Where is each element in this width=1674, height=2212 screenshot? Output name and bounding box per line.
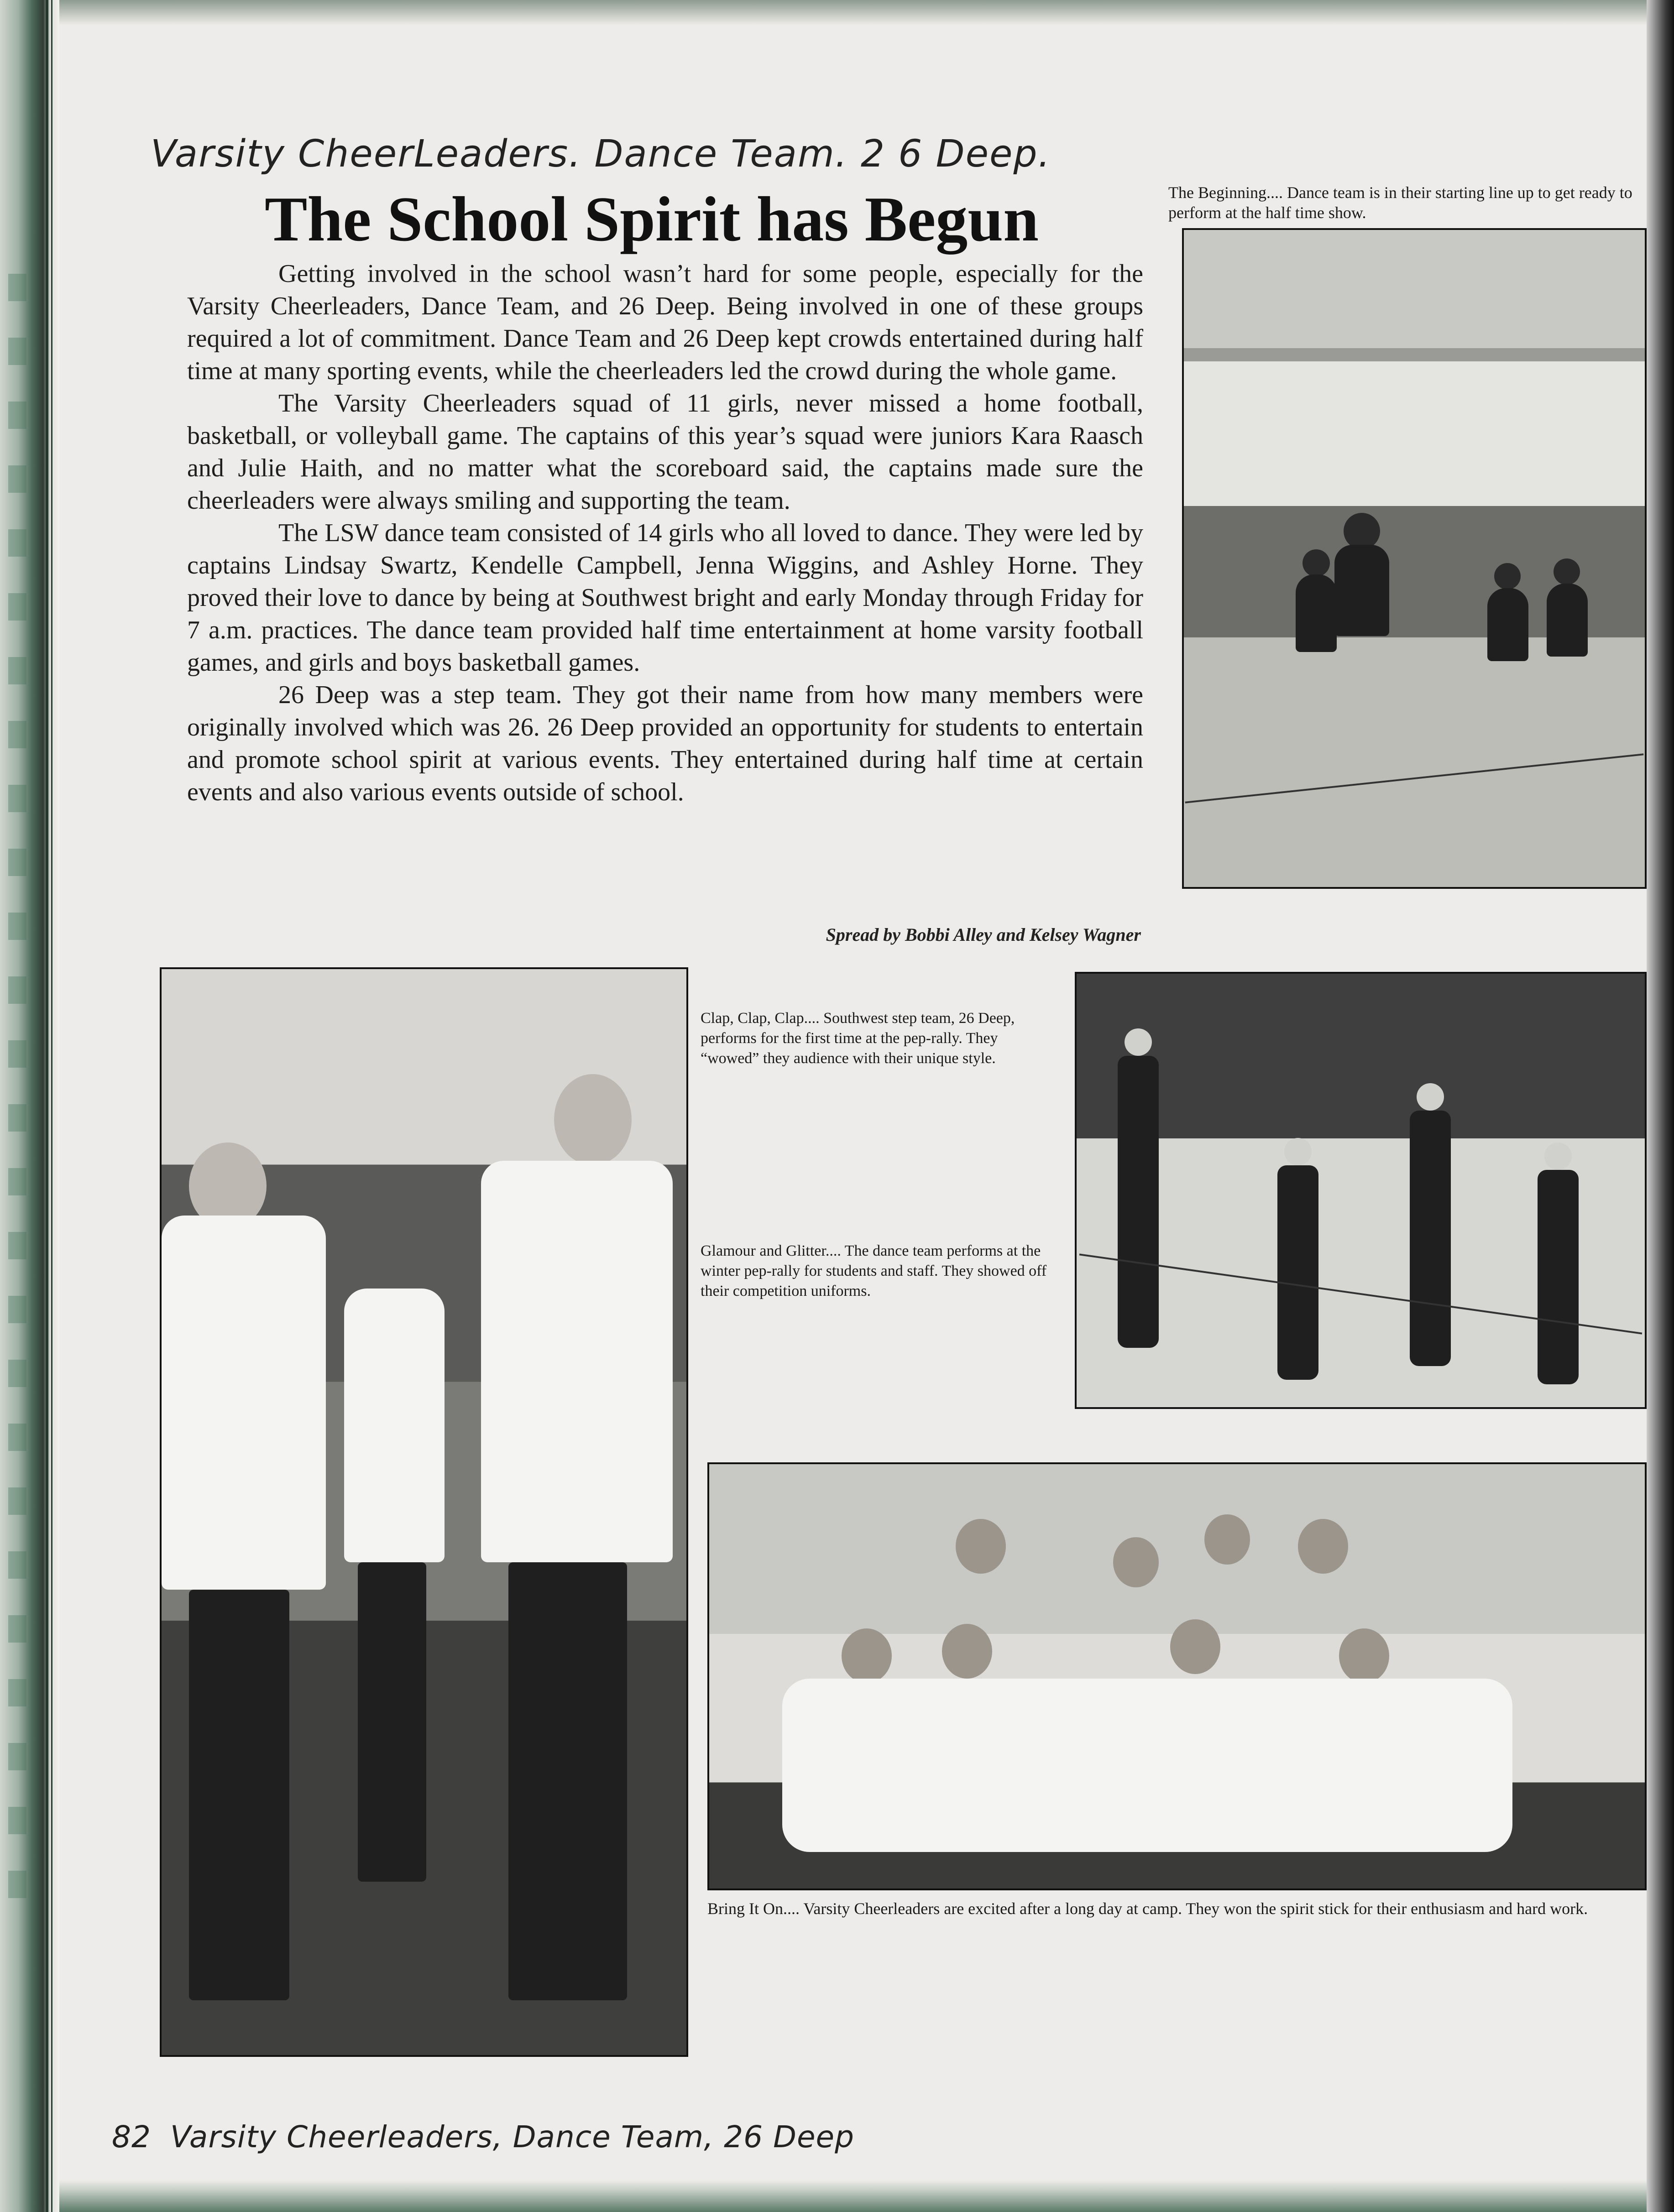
- figure-head: [1344, 513, 1380, 549]
- figure-legs: [189, 1590, 289, 2000]
- figure-body: [1547, 584, 1588, 657]
- figure-head: [1544, 1143, 1572, 1170]
- figure-head: [956, 1519, 1006, 1574]
- figure-head: [842, 1628, 892, 1683]
- figure-head: [1284, 1138, 1312, 1165]
- caption-glamour: Glamour and Glitter.... The dance team performs at the winter pep-rally for students and staff. They showed off their competition uniforms.: [701, 1242, 1047, 1299]
- spread-credit: Spread by Bobbi Alley and Kelsey Wagner: [826, 924, 1141, 945]
- page-top-edge: [59, 0, 1647, 25]
- figure-head: [1125, 1028, 1152, 1056]
- group-body: [782, 1679, 1512, 1852]
- photo-step-team: [160, 967, 688, 2057]
- figure-body: [1118, 1056, 1159, 1348]
- photo-cheer-line-up: [1182, 228, 1647, 889]
- figure-head: [1204, 1514, 1250, 1565]
- figure-body: [1296, 574, 1337, 652]
- page-bottom-edge: [59, 2180, 1647, 2212]
- figure-head: [1554, 558, 1580, 585]
- figure-head: [1170, 1619, 1220, 1674]
- figure-head: [1339, 1628, 1389, 1683]
- figure-legs: [358, 1562, 426, 1882]
- body-paragraph: The LSW dance team consisted of 14 girls who all loved to dance. They were led by captains Lindsay Swartz, Kendelle Campbell, Jenna Wiggins, and Ashley Horne. They proved their love to dance by being at Southwest bright and early Monday through Friday for 7 a.m. practices. The dance team provided half time entertainment at home varsity football games, and girls and boys basketball games.: [187, 519, 1143, 677]
- photo-cheer-camp: [707, 1462, 1647, 1890]
- page-footer: [112, 2119, 855, 2155]
- figure-body: [1538, 1170, 1579, 1384]
- figure-body: [1410, 1111, 1451, 1366]
- figure-head: [1494, 563, 1521, 590]
- figure-body: [1334, 545, 1389, 636]
- body-paragraph: 26 Deep was a step team. They got their name from how many members were originally involved which was 26. 26 Deep provided an opportunity for students to entertain and promote school spirit at various events. They entertained during half time at certain events and also various events outside of school.: [187, 681, 1143, 806]
- figure-body: [344, 1289, 445, 1562]
- figure-head: [1113, 1537, 1159, 1587]
- figure-head: [1417, 1083, 1444, 1111]
- figure-body: [1487, 588, 1528, 661]
- figure-head: [942, 1624, 992, 1679]
- body-paragraph: The Varsity Cheerleaders squad of 11 girls, never missed a home football, basketball, or volleyball game. The captains of this year’s squad were juniors Kara Raasch and Julie Haith, and no matter what the scoreboard said, the captains made sure the cheerleaders were always smiling and supporting the team.: [187, 389, 1143, 515]
- page-number: 82: [112, 2119, 151, 2155]
- figure-head: [1303, 549, 1330, 577]
- caption-beginning: The Beginning.... Dance team is in their starting line up to get ready to perform at the half time show.: [1168, 183, 1632, 222]
- caption-clap: Clap, Clap, Clap.... Southwest step team, 26 Deep, performs for the first time at the pep-rally. They “wowed” they audience with their unique style.: [701, 1010, 1015, 1067]
- caption-bring-it-on: Bring It On.... Varsity Cheerleaders are excited after a long day at camp. They won the spirit stick for their enthusiasm and hard work.: [707, 1899, 1588, 1918]
- article-body: [187, 258, 1143, 809]
- page-right-edge: [1647, 0, 1674, 2212]
- photo-dance-team: [1075, 972, 1647, 1409]
- spine-rule: [51, 0, 52, 2212]
- body-paragraph: Getting involved in the school wasn’t hard for some people, especially for the Varsity Cheerleaders, Dance Team, and 26 Deep. Being involved in one of these groups required a lot of commitment. Dance Team and 26 Deep kept crowds entertained during half time at many sporting events, while the cheerleaders led the crowd during the whole game.: [187, 260, 1143, 385]
- figure-head: [1298, 1519, 1348, 1574]
- figure-body: [1277, 1165, 1318, 1380]
- spine-rule: [46, 0, 48, 2212]
- figure-legs: [508, 1562, 627, 2000]
- page-headline: The School Spirit has Begun: [265, 184, 1039, 255]
- spine-ghost-print: [8, 274, 26, 1916]
- figure-head: [554, 1074, 632, 1165]
- page-spine: [0, 0, 59, 2212]
- figure-body: [162, 1216, 326, 1590]
- court-line: [1185, 753, 1644, 803]
- section-kicker: Varsity CheerLeaders. Dance Team. 2 6 Deep.: [151, 132, 1051, 176]
- figure-body: [481, 1161, 673, 1562]
- footer-section-title: Varsity Cheerleaders, Dance Team, 26 Deep: [170, 2119, 855, 2155]
